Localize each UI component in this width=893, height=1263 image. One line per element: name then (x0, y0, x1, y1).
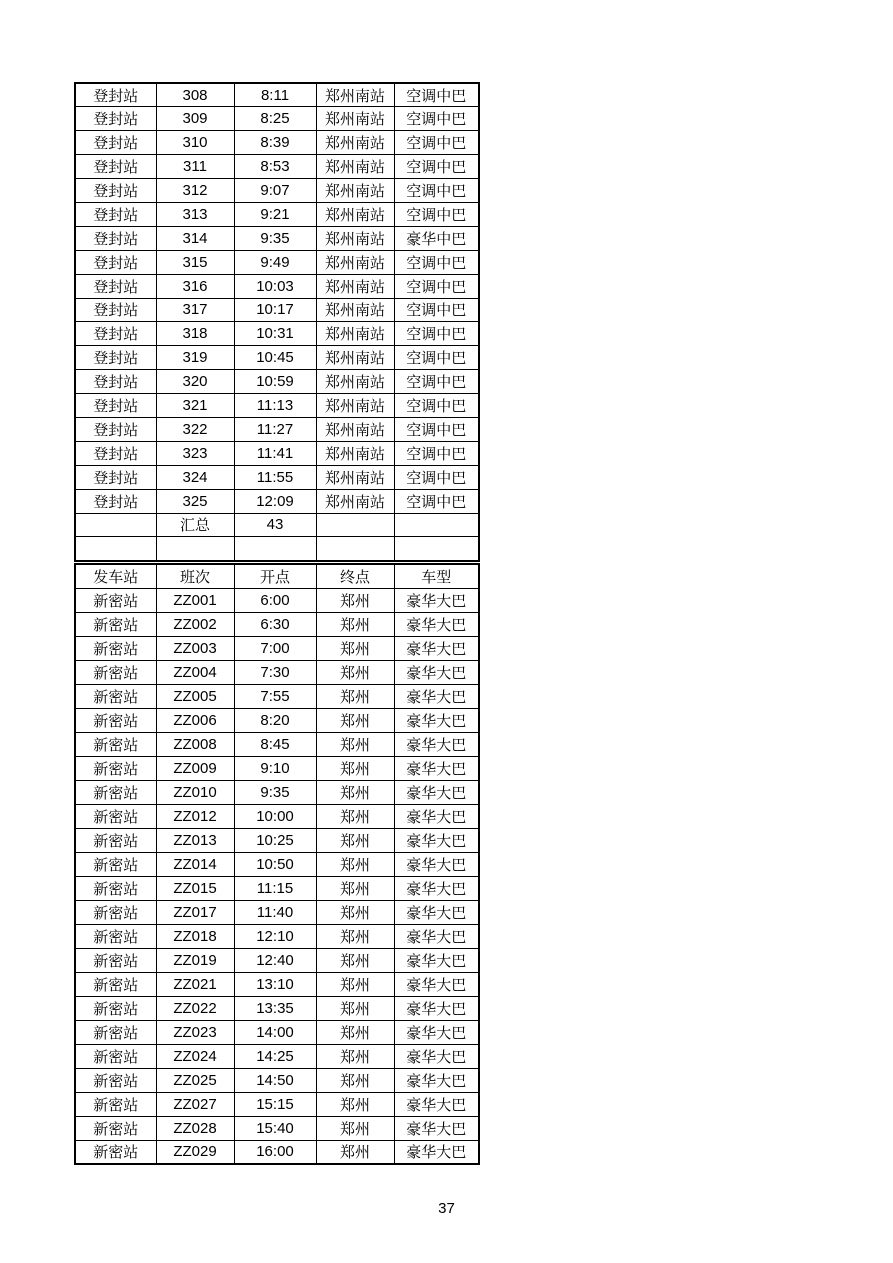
table-cell: 空调中巴 (394, 155, 479, 179)
table-cell: 318 (156, 322, 234, 346)
table-cell: 空调中巴 (394, 465, 479, 489)
table-cell: ZZ023 (156, 1020, 234, 1044)
table-cell: 308 (156, 83, 234, 107)
table-row (75, 708, 479, 732)
table-row (75, 322, 479, 346)
table-cell: 登封站 (75, 417, 156, 441)
table-cell (316, 537, 394, 561)
table-cell: 郑州 (316, 1044, 394, 1068)
table-cell: 319 (156, 346, 234, 370)
table-cell: 11:41 (234, 441, 316, 465)
table-row (75, 394, 479, 418)
table-row (75, 996, 479, 1020)
table-cell: 郑州 (316, 828, 394, 852)
table-cell (394, 513, 479, 537)
table-cell: 11:15 (234, 876, 316, 900)
table-cell (234, 537, 316, 561)
table-cell: 登封站 (75, 298, 156, 322)
table-cell: 新密站 (75, 876, 156, 900)
table-row (75, 298, 479, 322)
table-cell: ZZ010 (156, 780, 234, 804)
table-cell: 新密站 (75, 756, 156, 780)
table-cell: ZZ003 (156, 636, 234, 660)
table-cell: 11:13 (234, 394, 316, 418)
table-cell: 315 (156, 250, 234, 274)
table-cell: ZZ008 (156, 732, 234, 756)
table-cell: ZZ021 (156, 972, 234, 996)
table-cell: 豪华大巴 (394, 1140, 479, 1164)
table-cell: 登封站 (75, 107, 156, 131)
table-cell: 新密站 (75, 732, 156, 756)
table-cell: 郑州南站 (316, 107, 394, 131)
table-cell: 郑州南站 (316, 417, 394, 441)
table-cell: 10:00 (234, 804, 316, 828)
table-row (75, 131, 479, 155)
table-cell: 郑州 (316, 924, 394, 948)
table-cell: 豪华大巴 (394, 732, 479, 756)
table-cell: ZZ025 (156, 1068, 234, 1092)
table-cell: 郑州南站 (316, 179, 394, 203)
table-cell: 豪华大巴 (394, 780, 479, 804)
table-cell: 豪华大巴 (394, 684, 479, 708)
table-cell: 9:35 (234, 780, 316, 804)
table-cell: 郑州 (316, 708, 394, 732)
table-cell: 郑州南站 (316, 441, 394, 465)
table-cell: 空调中巴 (394, 202, 479, 226)
table-cell: 郑州 (316, 636, 394, 660)
table-cell: 登封站 (75, 441, 156, 465)
table-cell: 11:40 (234, 900, 316, 924)
table-cell: 郑州 (316, 660, 394, 684)
table-cell: 新密站 (75, 1020, 156, 1044)
table-cell: 325 (156, 489, 234, 513)
table-cell: ZZ019 (156, 948, 234, 972)
table-row (75, 684, 479, 708)
table-cell: 7:00 (234, 636, 316, 660)
table-cell: 豪华大巴 (394, 900, 479, 924)
table-row (75, 417, 479, 441)
table-row (75, 924, 479, 948)
table-cell: 豪华大巴 (394, 828, 479, 852)
table-cell: 8:53 (234, 155, 316, 179)
table-cell: 43 (234, 513, 316, 537)
table-row (75, 250, 479, 274)
table-cell: 郑州南站 (316, 83, 394, 107)
table-cell: 郑州 (316, 612, 394, 636)
table-cell: 豪华大巴 (394, 924, 479, 948)
table-cell: 豪华大巴 (394, 708, 479, 732)
table-cell: 郑州南站 (316, 155, 394, 179)
table-row (75, 780, 479, 804)
table-cell: 郑州南站 (316, 131, 394, 155)
table-cell: 豪华中巴 (394, 226, 479, 250)
table-cell: 新密站 (75, 828, 156, 852)
table-cell: 郑州 (316, 780, 394, 804)
table-cell: 15:40 (234, 1116, 316, 1140)
table-cell: 321 (156, 394, 234, 418)
table-cell: 10:25 (234, 828, 316, 852)
table-cell: 14:00 (234, 1020, 316, 1044)
table-cell: 14:25 (234, 1044, 316, 1068)
table-row (75, 107, 479, 131)
table-cell: 豪华大巴 (394, 588, 479, 612)
table-cell (75, 513, 156, 537)
table-cell: 新密站 (75, 684, 156, 708)
table-cell: 登封站 (75, 370, 156, 394)
table-cell: 新密站 (75, 804, 156, 828)
dengfeng-schedule-rows (75, 83, 479, 513)
table-cell: 6:30 (234, 612, 316, 636)
table-cell: 登封站 (75, 179, 156, 203)
header-row (75, 564, 479, 588)
table-cell: 新密站 (75, 1140, 156, 1164)
table-cell: 新密站 (75, 972, 156, 996)
table-row (75, 876, 479, 900)
table-cell: 11:55 (234, 465, 316, 489)
table-cell: 8:11 (234, 83, 316, 107)
table-cell (75, 537, 156, 561)
table-cell: 311 (156, 155, 234, 179)
table-cell: 空调中巴 (394, 107, 479, 131)
table-cell: 空调中巴 (394, 370, 479, 394)
table-cell: ZZ001 (156, 588, 234, 612)
table-cell: 新密站 (75, 1116, 156, 1140)
table-cell: 郑州南站 (316, 489, 394, 513)
table-cell: 新密站 (75, 1092, 156, 1116)
table-cell: 12:40 (234, 948, 316, 972)
header-cell: 终点 (316, 564, 394, 588)
table-cell: 郑州南站 (316, 274, 394, 298)
table-cell: 豪华大巴 (394, 636, 479, 660)
table-cell: ZZ014 (156, 852, 234, 876)
table-cell: 15:15 (234, 1092, 316, 1116)
table-cell: 323 (156, 441, 234, 465)
table-cell: 新密站 (75, 780, 156, 804)
table-cell: 9:07 (234, 179, 316, 203)
table-cell: 8:25 (234, 107, 316, 131)
table-cell: ZZ009 (156, 756, 234, 780)
table-cell: 郑州南站 (316, 346, 394, 370)
table-cell: ZZ015 (156, 876, 234, 900)
table-cell: 郑州 (316, 756, 394, 780)
table-cell: ZZ022 (156, 996, 234, 1020)
table-cell: 豪华大巴 (394, 948, 479, 972)
table-cell: 郑州南站 (316, 465, 394, 489)
table-cell: 新密站 (75, 900, 156, 924)
table-cell: ZZ006 (156, 708, 234, 732)
table-row (75, 612, 479, 636)
table-cell: 郑州 (316, 684, 394, 708)
table-cell: 324 (156, 465, 234, 489)
table-cell: 郑州 (316, 1092, 394, 1116)
table-cell: 9:10 (234, 756, 316, 780)
table-cell: 郑州 (316, 1140, 394, 1164)
table-cell: 郑州 (316, 732, 394, 756)
table-cell: 豪华大巴 (394, 612, 479, 636)
table-row (75, 756, 479, 780)
table-row (75, 441, 479, 465)
table-cell: 豪华大巴 (394, 1068, 479, 1092)
table-cell: 6:00 (234, 588, 316, 612)
table-cell: 郑州 (316, 588, 394, 612)
table-row (75, 1044, 479, 1068)
table-cell: 豪华大巴 (394, 996, 479, 1020)
table-row (75, 202, 479, 226)
table-cell: ZZ024 (156, 1044, 234, 1068)
table-cell: 8:20 (234, 708, 316, 732)
table-cell: 新密站 (75, 924, 156, 948)
table-cell: 豪华大巴 (394, 876, 479, 900)
table-cell: 豪华大巴 (394, 852, 479, 876)
table-cell: 豪华大巴 (394, 972, 479, 996)
table-cell: 新密站 (75, 636, 156, 660)
table-cell: 314 (156, 226, 234, 250)
table-cell: 郑州 (316, 1116, 394, 1140)
table-row (75, 900, 479, 924)
table-row (75, 83, 479, 107)
table-cell: 空调中巴 (394, 322, 479, 346)
table-row (75, 804, 479, 828)
table-cell (316, 513, 394, 537)
table-cell: 豪华大巴 (394, 660, 479, 684)
table-cell: 309 (156, 107, 234, 131)
table-row (75, 226, 479, 250)
table-cell: 郑州 (316, 1020, 394, 1044)
table-cell: 310 (156, 131, 234, 155)
table-cell: 12:10 (234, 924, 316, 948)
table-cell: ZZ027 (156, 1092, 234, 1116)
table-cell: 11:27 (234, 417, 316, 441)
table-row (75, 948, 479, 972)
table-cell: 316 (156, 274, 234, 298)
xinmi-schedule-header (75, 564, 479, 588)
table-cell: 豪华大巴 (394, 1020, 479, 1044)
table-cell: 郑州 (316, 948, 394, 972)
table-cell: 16:00 (234, 1140, 316, 1164)
table-cell: 郑州南站 (316, 298, 394, 322)
table-cell: 空调中巴 (394, 298, 479, 322)
table-cell: 登封站 (75, 489, 156, 513)
table-cell: ZZ029 (156, 1140, 234, 1164)
table-cell: 312 (156, 179, 234, 203)
table-cell: 新密站 (75, 708, 156, 732)
header-cell: 开点 (234, 564, 316, 588)
table-row (75, 1140, 479, 1164)
table-cell: 7:30 (234, 660, 316, 684)
table-row (75, 537, 479, 561)
table-cell: 郑州 (316, 804, 394, 828)
table-row (75, 1068, 479, 1092)
table-cell: 空调中巴 (394, 394, 479, 418)
table-cell: 豪华大巴 (394, 1044, 479, 1068)
table-cell: 郑州南站 (316, 394, 394, 418)
table-cell: 新密站 (75, 588, 156, 612)
table-cell: 郑州 (316, 900, 394, 924)
table-cell: ZZ028 (156, 1116, 234, 1140)
table-cell: 10:45 (234, 346, 316, 370)
table-cell: 317 (156, 298, 234, 322)
table-row (75, 1116, 479, 1140)
table-cell: 313 (156, 202, 234, 226)
table-row (75, 636, 479, 660)
header-cell: 发车站 (75, 564, 156, 588)
table-row (75, 346, 479, 370)
table-cell: 登封站 (75, 394, 156, 418)
table-cell: 10:31 (234, 322, 316, 346)
table-cell: 12:09 (234, 489, 316, 513)
table-cell: 空调中巴 (394, 83, 479, 107)
header-cell: 车型 (394, 564, 479, 588)
table-cell: 空调中巴 (394, 131, 479, 155)
table-row (75, 489, 479, 513)
table-cell: 豪华大巴 (394, 756, 479, 780)
table-cell: 豪华大巴 (394, 804, 479, 828)
table-row (75, 1092, 479, 1116)
table-cell: 登封站 (75, 226, 156, 250)
table-cell: 9:35 (234, 226, 316, 250)
table-cell: 8:39 (234, 131, 316, 155)
table-cell: 10:50 (234, 852, 316, 876)
table-cell: 新密站 (75, 996, 156, 1020)
table-cell: 郑州 (316, 852, 394, 876)
table-cell: 郑州 (316, 972, 394, 996)
xinmi-schedule-rows (75, 588, 479, 1164)
table-cell: 登封站 (75, 131, 156, 155)
table-cell: ZZ012 (156, 804, 234, 828)
page-number: 37 (438, 1200, 455, 1217)
table-cell: ZZ017 (156, 900, 234, 924)
table-row (75, 274, 479, 298)
table-cell (156, 537, 234, 561)
table-cell: 322 (156, 417, 234, 441)
table-cell: ZZ004 (156, 660, 234, 684)
table-cell: 郑州 (316, 1068, 394, 1092)
table-cell: 9:49 (234, 250, 316, 274)
table-cell: 空调中巴 (394, 179, 479, 203)
table-cell: 郑州南站 (316, 250, 394, 274)
xinmi-schedule-table (74, 563, 480, 1165)
table-cell: 新密站 (75, 948, 156, 972)
table-cell: 空调中巴 (394, 250, 479, 274)
dengfeng-schedule-table (74, 82, 480, 562)
table-cell: 豪华大巴 (394, 1092, 479, 1116)
table-cell: 新密站 (75, 852, 156, 876)
table-cell: 新密站 (75, 612, 156, 636)
table-cell: 登封站 (75, 274, 156, 298)
table-cell: 空调中巴 (394, 489, 479, 513)
table-cell: 320 (156, 370, 234, 394)
table-cell: 登封站 (75, 322, 156, 346)
table-row (75, 732, 479, 756)
table-cell: 郑州南站 (316, 322, 394, 346)
table-row (75, 465, 479, 489)
table-cell: 豪华大巴 (394, 1116, 479, 1140)
table-cell: ZZ002 (156, 612, 234, 636)
table-cell: 13:35 (234, 996, 316, 1020)
header-cell: 班次 (156, 564, 234, 588)
table-row (75, 513, 479, 537)
table-row (75, 179, 479, 203)
table-cell: 登封站 (75, 83, 156, 107)
table-cell: 10:17 (234, 298, 316, 322)
table-cell: 登封站 (75, 155, 156, 179)
table-cell: 新密站 (75, 1068, 156, 1092)
table-cell: 登封站 (75, 346, 156, 370)
table-cell: 郑州 (316, 996, 394, 1020)
table-cell: ZZ013 (156, 828, 234, 852)
dengfeng-summary-rows (75, 513, 479, 561)
table-cell: 空调中巴 (394, 441, 479, 465)
table-cell: 郑州 (316, 876, 394, 900)
table-cell: 新密站 (75, 1044, 156, 1068)
table-row (75, 828, 479, 852)
table-cell: 郑州南站 (316, 202, 394, 226)
table-cell: ZZ005 (156, 684, 234, 708)
table-cell: 10:59 (234, 370, 316, 394)
table-cell: 空调中巴 (394, 274, 479, 298)
table-cell: 汇总 (156, 513, 234, 537)
table-row (75, 370, 479, 394)
table-cell: 登封站 (75, 202, 156, 226)
table-row (75, 972, 479, 996)
table-cell: 8:45 (234, 732, 316, 756)
table-cell: 登封站 (75, 465, 156, 489)
table-row (75, 155, 479, 179)
table-cell: 登封站 (75, 250, 156, 274)
table-cell: 空调中巴 (394, 417, 479, 441)
table-cell: 14:50 (234, 1068, 316, 1092)
table-cell: 10:03 (234, 274, 316, 298)
table-cell (394, 537, 479, 561)
table-cell: 空调中巴 (394, 346, 479, 370)
table-cell: ZZ018 (156, 924, 234, 948)
table-cell: 9:21 (234, 202, 316, 226)
table-row (75, 660, 479, 684)
table-cell: 13:10 (234, 972, 316, 996)
table-row (75, 852, 479, 876)
table-row (75, 1020, 479, 1044)
table-cell: 7:55 (234, 684, 316, 708)
table-cell: 郑州南站 (316, 370, 394, 394)
table-row (75, 588, 479, 612)
table-cell: 新密站 (75, 660, 156, 684)
table-cell: 郑州南站 (316, 226, 394, 250)
